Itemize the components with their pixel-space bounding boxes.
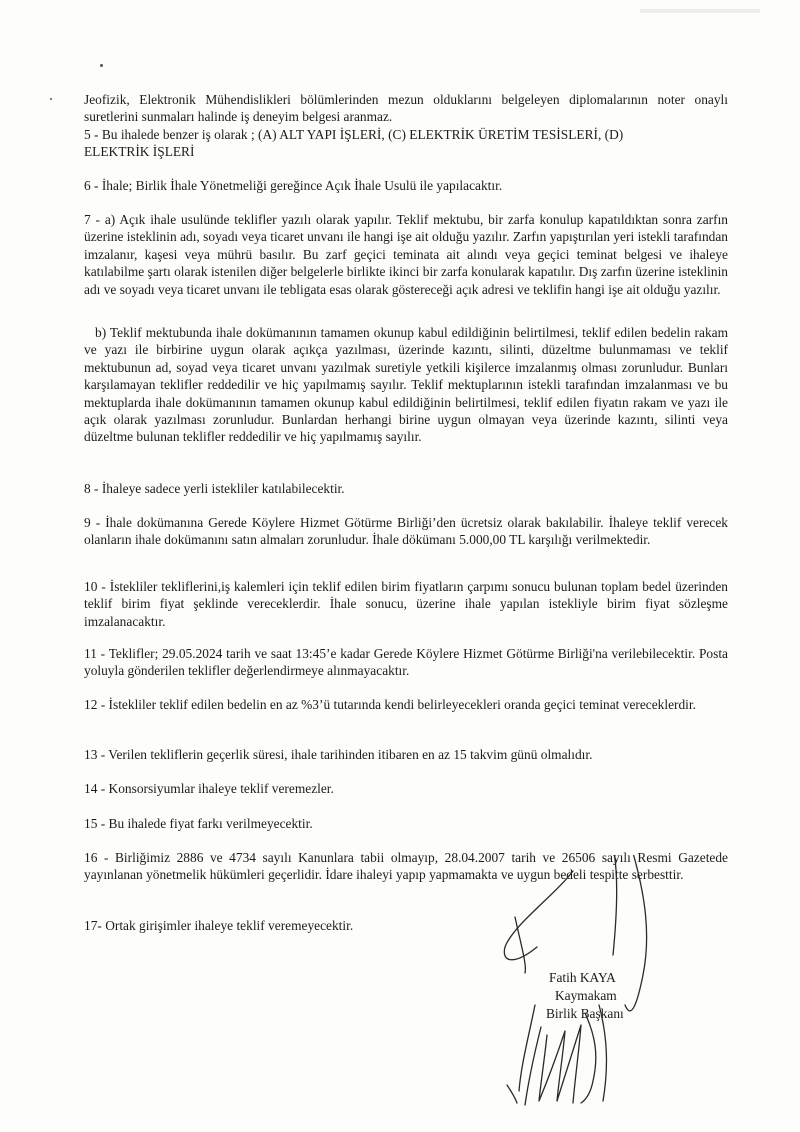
paragraph-12: 12 - İstekliler teklif edilen bedelin en az %3’ü tutarında kendi belirleyecekleri oranda geçici teminat vereceklerdir.	[84, 697, 696, 712]
paragraph-11: 11 - Teklifler; 29.05.2024 tarih ve saat 13:45’e kadar Gerede Köylere Hizmet Götürme Birliği'na verilebilecektir. Posta yoluyla gönderilen teklifler değerlendirmeye alınmayacaktır.	[84, 646, 728, 679]
paragraph-4-continuation: Jeofizik, Elektronik Mühendislikleri bölümlerinden mezun olduklarını belgeleyen diplomalarının noter onaylı suretlerini sunmaları halinde iş deneyim belgesi aranmaz.	[84, 92, 728, 125]
paragraph-15: 15 - Bu ihalede fiyat farkı verilmeyecektir.	[84, 816, 313, 831]
signatory-organization: Birlik Başkanı	[546, 1006, 624, 1021]
paragraph-9: 9 - İhale dokümanına Gerede Köylere Hizmet Götürme Birliği’den ücretsiz olarak bakılabilir. İhaleye teklif verecek olanların ihale dokümanını satın almaları zorunludur. İhale dökümanı 5.000,00 TL karşılığı verilmektedir.	[84, 515, 728, 548]
paragraph-17: 17- Ortak girişimler ihaleye teklif veremeyecektir.	[84, 918, 354, 933]
paragraph-16: 16 - Birliğimiz 2886 ve 4734 sayılı Kanunlara tabii olmayıp, 28.04.2007 tarih ve 26506 sayılı Resmi Gazetede yayınlanan yönetmelik hükümleri geçerlidir. İdare ihaleyi yapıp yapmamakta ve uygun bedeli tespitte serbesttir.	[84, 850, 728, 883]
handwritten-signature	[495, 855, 655, 1115]
paragraph-10: 10 - İstekliler tekliflerini,iş kalemleri için teklif edilen birim fiyatların çarpımı sonucu bulunan toplam bedel üzerinden teklif birim fiyat şeklinde vereceklerdir. İhale sonucu, üzerine ihale yapılan istekliyle birim fiyat sözleşme imzalanacaktır.	[84, 579, 728, 629]
signatory-name: Fatih KAYA	[549, 970, 616, 985]
paragraph-6: 6 - İhale; Birlik İhale Yönetmeliği gereğince Açık İhale Usulü ile yapılacaktır.	[84, 178, 503, 193]
paragraph-5-line-2: ELEKTRİK İŞLERİ	[84, 144, 195, 160]
paragraph-5-line-1: 5 - Bu ihalede benzer iş olarak ; (A) ALT YAPI İŞLERİ, (C) ELEKTRİK ÜRETİM TESİSLERİ, (D)	[84, 127, 624, 142]
paragraph-13: 13 - Verilen tekliflerin geçerlik süresi, ihale tarihinden itibaren en az 15 takvim günü olmalıdır.	[84, 747, 593, 762]
signatory-title: Kaymakam	[555, 988, 617, 1003]
faint-header-mark	[640, 6, 760, 16]
scan-speck	[100, 64, 103, 67]
paragraph-7b: b) Teklif mektubunda ihale dokümanının tamamen okunup kabul edildiğinin belirtilmesi, teklif edilen bedelin rakam ve yazı ile birbirine uygun olarak açıkça yazılması, üzerinde kazıntı, silinti, düzeltme bulunmaması ve teklif mektubunun ad, soyad veya ticaret unvanı yazılmak suretiyle yetkili kişilerce imzalanmış olması zorunludur. Bunları karşılamayan teklifler reddedilir ve hiç yapılmamış sayılır. Teklif mektuplarının istekli tarafından imzalanması ve bu mektuplarda ihale dokümanının tamamen okunup kabul edildiğinin belirtilmesi, teklif edilen fiyatın rakam ve yazı ile açık olarak yazılması zorunludur. Bunlardan herhangi birine uygun olmayan veya üzerinde kazıntı, silinti veya düzeltme bulunan teklifler reddedilir ve hiç yapılmamış sayılır.	[84, 325, 728, 445]
paragraph-14: 14 - Konsorsiyumlar ihaleye teklif veremezler.	[84, 781, 334, 796]
paragraph-5	[84, 126, 728, 161]
scan-speck	[50, 98, 52, 100]
paragraph-8: 8 - İhaleye sadece yerli istekliler katılabilecektir.	[84, 481, 345, 496]
paragraph-7a: 7 - a) Açık ihale usulünde teklifler yazılı olarak yapılır. Teklif mektubu, bir zarfa konulup kapatıldıktan sonra zarfın üzerine isteklinin adı, soyadı veya ticaret unvanı ile hangi işe ait olduğu yazılır. Zarfın yapıştırılan yeri istekli tarafından imzalanır, kaşesi veya mührü basılır. Bu zarf geçici teminata ait alındı veya geçici teminat belgesi ve ihaleye katılabilme şartı olarak istenilen diğer belgelerle birlikte ikinci bir zarfa konularak kapatılır. Dış zarfın üzerine isteklinin adı ve soyadı veya ticaret unvanı ile tebligata esas olarak göstereceği açık adresi ve teklifin hangi işe ait olduğu yazılır.	[84, 212, 728, 297]
